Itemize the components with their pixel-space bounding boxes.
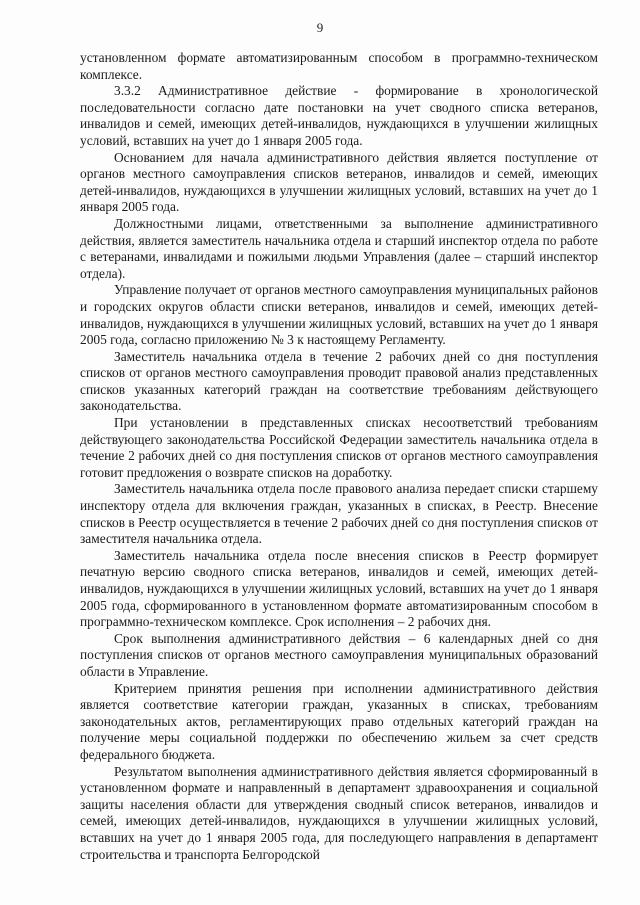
paragraph-transfer-to-inspector: Заместитель начальника отдела после правового анализа передает списки старшему инспектору отдела для включения граждан, указанных в списках, в Реестр. Внесение списков в Реестр осуществляется в течение 2 рабочих дней со дня поступления списков от заместителя начальника отдела. [80, 481, 598, 547]
document-body [80, 50, 598, 863]
paragraph-receipt-of-lists: Управление получает от органов местного самоуправления муниципальных районов и городских округов области списки ветеранов, инвалидов и семей, имеющих детей-инвалидов, нуждающихся в улучшении жилищных условий, вставших на учет до 1 января 2005 года, согласно приложению № 3 к настоящему Регламенту. [80, 282, 598, 348]
paragraph-responsible-officials: Должностными лицами, ответственными за выполнение административного действия, является заместитель начальника отдела и старший инспектор отдела по работе с ветеранами, инвалидами и пожилыми людьми Управления (далее – старший инспектор отдела). [80, 215, 598, 281]
paragraph-legal-analysis: Заместитель начальника отдела в течение 2 рабочих дней со дня поступления списков от органов местного самоуправления проводит правовой анализ представленных списков указанных категорий граждан на соответствие требованиям действующего законодательства. [80, 348, 598, 414]
paragraph-decision-criterion: Критерием принятия решения при исполнении административного действия является соответствие категории граждан, указанных в списках, требованиям законодательных актов, регламентирующих право отдельных категорий граждан на получение меры социальной поддержки по обеспечению жильем за счет средств федерального бюджета. [80, 680, 598, 762]
paragraph-basis: Основанием для начала административного действия является поступление от органов местного самоуправления списков ветеранов, инвалидов и семей, имеющих детей-инвалидов, нуждающихся в улучшении жилищных условий, вставших на учет до 1 января 2005 года. [80, 149, 598, 215]
paragraph-nonconformities: При установлении в представленных списках несоответствий требованиям действующего законодательства Российской Федерации заместитель начальника отдела в течение 2 рабочих дней со дня поступления списков от органов местного самоуправления готовит предложения о возврате списков на доработку. [80, 415, 598, 480]
paragraph-print-version: Заместитель начальника отдела после внесения списков в Реестр формирует печатную версию сводного списка ветеранов, инвалидов и семей, имеющих детей-инвалидов, нуждающихся в улучшении жилищных условий, вставших на учет до 1 января 2005 года, сформированного в установленном формате автоматизированным способом в программно-техническом комплексе. Срок исполнения – 2 рабочих дня. [80, 547, 598, 630]
page-number: 9 [316, 20, 324, 35]
paragraph-result: Результатом выполнения административного действия является сформированный в установленном формате и направленный в департамент здравоохранения и социальной защиты населения области для утверждения сводный список ветеранов, инвалидов и семей, имеющих детей-инвалидов, нуждающихся в улучшении жилищных условий, вставших на учет до 1 января 2005 года, для последующего направления в департамент строительства и транспорта Белгородской [80, 763, 598, 862]
paragraph-3-3-2: 3.3.2 Административное действие - формирование в хронологической последовательности согласно дате постановки на учет сводного списка ветеранов, инвалидов и семей, имеющих детей-инвалидов, нуждающихся в улучшении жилищных условий, вставших на учет до 1 января 2005 года. [80, 83, 598, 148]
paragraph-deadline: Срок выполнения административного действия – 6 календарных дней со дня поступления списков от органов местного самоуправления муниципальных образований области в Управление. [80, 630, 598, 679]
paragraph-continuation: установленном формате автоматизированным способом в программно-техническом комплексе. [80, 50, 598, 82]
